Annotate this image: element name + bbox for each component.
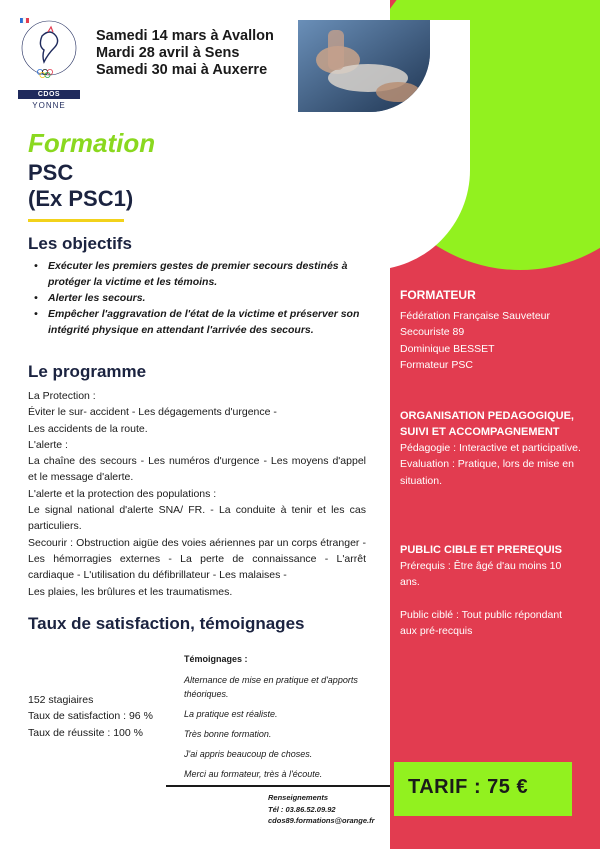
logo-yonne-text: YONNE: [32, 101, 66, 110]
stat-line: Taux de réussite : 100 %: [28, 726, 143, 739]
programme-paragraph: Les accidents de la route.: [28, 422, 148, 435]
logo-cdos-text: CDOS: [18, 90, 80, 99]
programme-paragraph: L'alerte et la protection des populations :: [28, 487, 217, 500]
title-underline: [28, 219, 124, 222]
programme-heading: Le programme: [28, 362, 147, 381]
formateur-line: Secouriste 89: [400, 326, 465, 339]
temoignage-quote: J'ai appris beaucoup de choses.: [184, 749, 313, 759]
programme-paragraph: Le signal national d'alerte SNA/ FR. - La conduite à tenir et les cas particuliers.: [28, 504, 366, 533]
formateur-block: [400, 287, 590, 373]
temoignage-quote: Très bonne formation.: [184, 729, 272, 739]
tarif-badge: [394, 762, 572, 816]
temoignage-quote: Merci au formateur, très à l'écoute.: [184, 769, 323, 779]
title-line: (Ex PSC1): [28, 186, 134, 211]
renseignements-label: Renseignements: [268, 793, 329, 802]
programme-paragraph: L'alerte :: [28, 438, 68, 451]
public-prerequis: Prérequis : Être âgé d'au moins 10 ans.: [400, 560, 562, 589]
temoignages-title: Témoignages :: [184, 654, 248, 664]
date-line: Samedi 14 mars à Avallon: [96, 28, 274, 44]
public-heading: PUBLIC CIBLE ET PREREQUIS: [400, 544, 562, 556]
stat-line: 152 stagiaires: [28, 694, 94, 706]
programme-paragraph: Les plaies, les brûlures et les traumatismes.: [28, 585, 233, 598]
list-item: • Empêcher l'aggravation de l'état de la victime et préserver son intégrité physique en attendant l'arrivée des secours.: [34, 306, 364, 338]
programme-paragraph: Secourir : Obstruction aigüe des voies aériennes par un corps étranger - Les hémorragies externes - La perte de connaissance - L'arrêt cardiaque - L'utilisation du défibrillateur - Les malaises -: [28, 536, 366, 582]
page-title: [28, 160, 133, 212]
formateur-line: Formateur PSC: [400, 358, 473, 371]
objectifs-heading: Les objectifs: [28, 234, 132, 253]
organisation-evaluation: Evaluation : Pratique, lors de mise en situation.: [400, 458, 574, 487]
logo-band: [18, 90, 80, 112]
organisation-block: [400, 408, 585, 489]
programme-paragraph: Éviter le sur- accident - Les dégagements d'urgence -: [28, 406, 277, 419]
organisation-pedagogie: Pédagogie : Interactive et participative.: [400, 442, 581, 454]
formation-label: Formation: [28, 128, 156, 158]
formateur-line: Dominique BESSET: [400, 342, 495, 355]
temoignage-quote: Alternance de mise en pratique et d'apports théoriques.: [184, 675, 358, 699]
programme-body: [28, 388, 366, 600]
rooster-icon: [14, 14, 84, 88]
formateur-heading: FORMATEUR: [400, 288, 476, 302]
renseignements-block: [268, 792, 375, 827]
cdos-logo: [14, 14, 84, 112]
list-item: • Alerter les secours.: [34, 290, 364, 306]
tarif-text: TARIF : 75 €: [408, 776, 529, 798]
logo-emblem: [14, 14, 84, 88]
list-item: • Exécuter les premiers gestes de premier secours destinés à protéger la victime et les témoins.: [34, 258, 364, 290]
public-cible: Public ciblé : Tout public répondant aux pré-recquis: [400, 608, 563, 637]
temoignage-quote: La pratique est réaliste.: [184, 709, 278, 719]
date-line: Samedi 30 mai à Auxerre: [96, 62, 268, 78]
satisfaction-heading: Taux de satisfaction, témoignages: [28, 614, 305, 633]
title-line: PSC: [28, 160, 74, 185]
session-dates: [96, 28, 274, 79]
organisation-heading: SUIVI ET ACCOMPAGNEMENT: [400, 426, 560, 438]
formateur-line: Fédération Française Sauveteur: [400, 310, 550, 322]
public-block: [400, 542, 580, 639]
renseignements-email: cdos89.formations@orange.fr: [268, 816, 375, 825]
temoignages-block: [184, 652, 384, 787]
renseignements-tel: Tél : 03.86.52.09.92: [268, 804, 336, 814]
divider: [166, 785, 390, 787]
satisfaction-stats: [28, 692, 153, 741]
stat-line: Taux de satisfaction : 96 %: [28, 710, 153, 723]
date-line: Mardi 28 avril à Sens: [96, 45, 240, 61]
organisation-heading: ORGANISATION PEDAGOGIQUE,: [400, 410, 574, 422]
programme-paragraph: La Protection :: [28, 390, 96, 402]
objectifs-list: [34, 258, 364, 338]
programme-paragraph: La chaîne des secours - Les numéros d'urgence - Les moyens d'appel et le message d'alerte.: [28, 455, 366, 484]
